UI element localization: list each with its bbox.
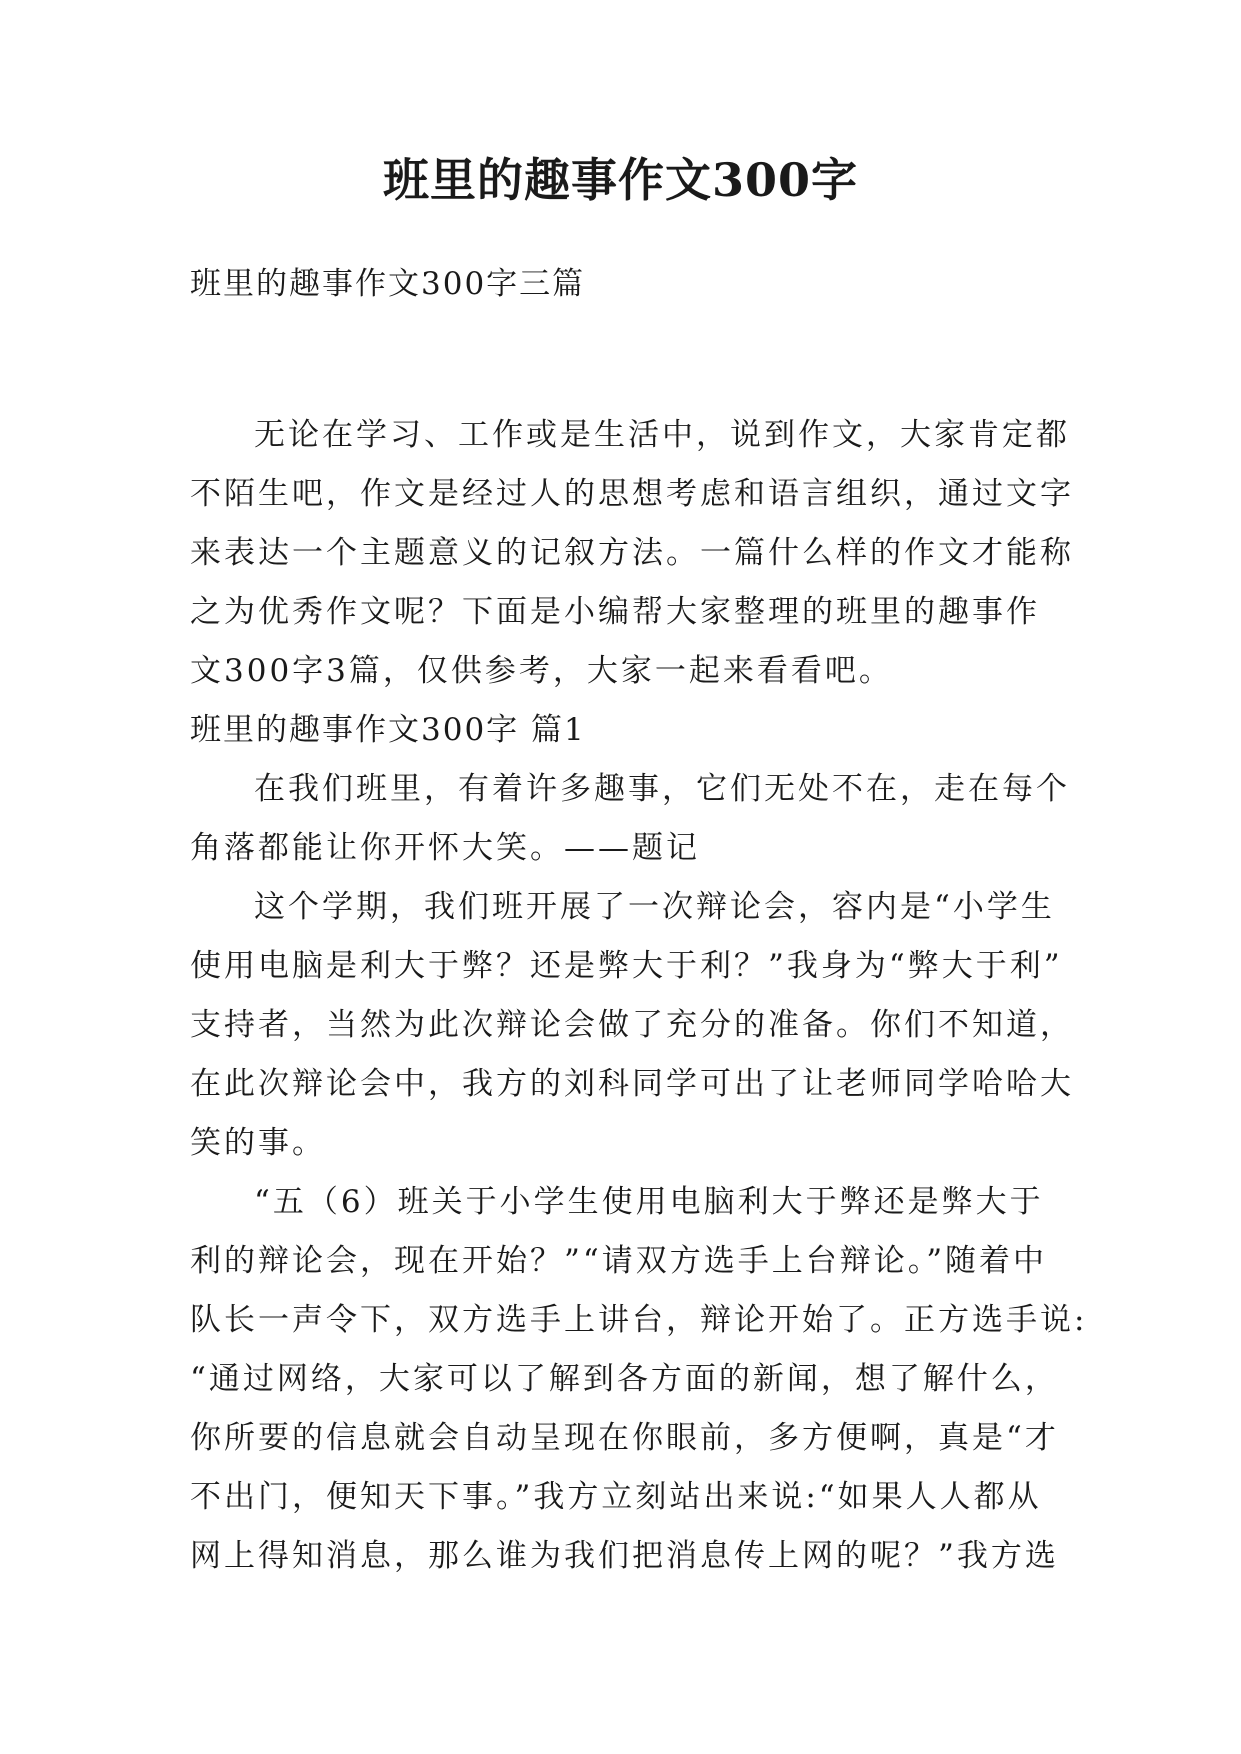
text-line: 角落都能让你开怀大笑。——题记: [190, 830, 700, 866]
text-line: 网上得知消息，那么谁为我们把消息传上网的呢？”我方选: [190, 1538, 1059, 1574]
text-line: 来表达一个主题意义的记叙方法。一篇什么样的作文才能称: [190, 535, 1074, 571]
text-line: 使用电脑是利大于弊？还是弊大于利？”我身为“弊大于利”: [190, 948, 1063, 984]
text-line: 在我们班里，有着许多趣事，它们无处不在，走在每个: [254, 771, 1070, 807]
text-line: 不陌生吧，作文是经过人的思想考虑和语言组织，通过文字: [190, 476, 1074, 512]
text-line: 不出门，便知天下事。”我方立刻站出来说:“如果人人都从: [190, 1479, 1042, 1515]
text-line: 你所要的信息就会自动呈现在你眼前，多方便啊，真是“才: [190, 1420, 1059, 1456]
text-line: 之为优秀作文呢？下面是小编帮大家整理的班里的趣事作: [190, 594, 1040, 630]
text-line: 无论在学习、工作或是生活中，说到作文，大家肯定都: [254, 417, 1070, 453]
text-line: 在此次辩论会中，我方的刘科同学可出了让老师同学哈哈大: [190, 1066, 1074, 1102]
text-line: 队长一声令下，双方选手上讲台，辩论开始了。正方选手说:: [190, 1302, 1088, 1338]
text-line: 文300字3篇，仅供参考，大家一起来看看吧。: [190, 653, 893, 689]
document-body: [190, 406, 1088, 1586]
document-title: 班里的趣事作文300字: [382, 153, 859, 207]
text-line: “通过网络，大家可以了解到各方面的新闻，想了解什么，: [190, 1361, 1059, 1397]
text-line: 笑的事。: [190, 1125, 326, 1161]
text-line: 这个学期，我们班开展了一次辩论会，容内是“小学生: [254, 889, 1055, 925]
text-line: 支持者，当然为此次辩论会做了充分的准备。你们不知道，: [190, 1007, 1074, 1043]
section-heading: 班里的趣事作文300字 篇1: [190, 712, 586, 748]
text-line: “五（6）班关于小学生使用电脑利大于弊还是弊大于: [254, 1184, 1044, 1220]
document-subtitle: 班里的趣事作文300字三篇: [190, 266, 586, 302]
text-line: 利的辩论会，现在开始？”“请双方选手上台辩论。”随着中: [190, 1243, 1048, 1279]
